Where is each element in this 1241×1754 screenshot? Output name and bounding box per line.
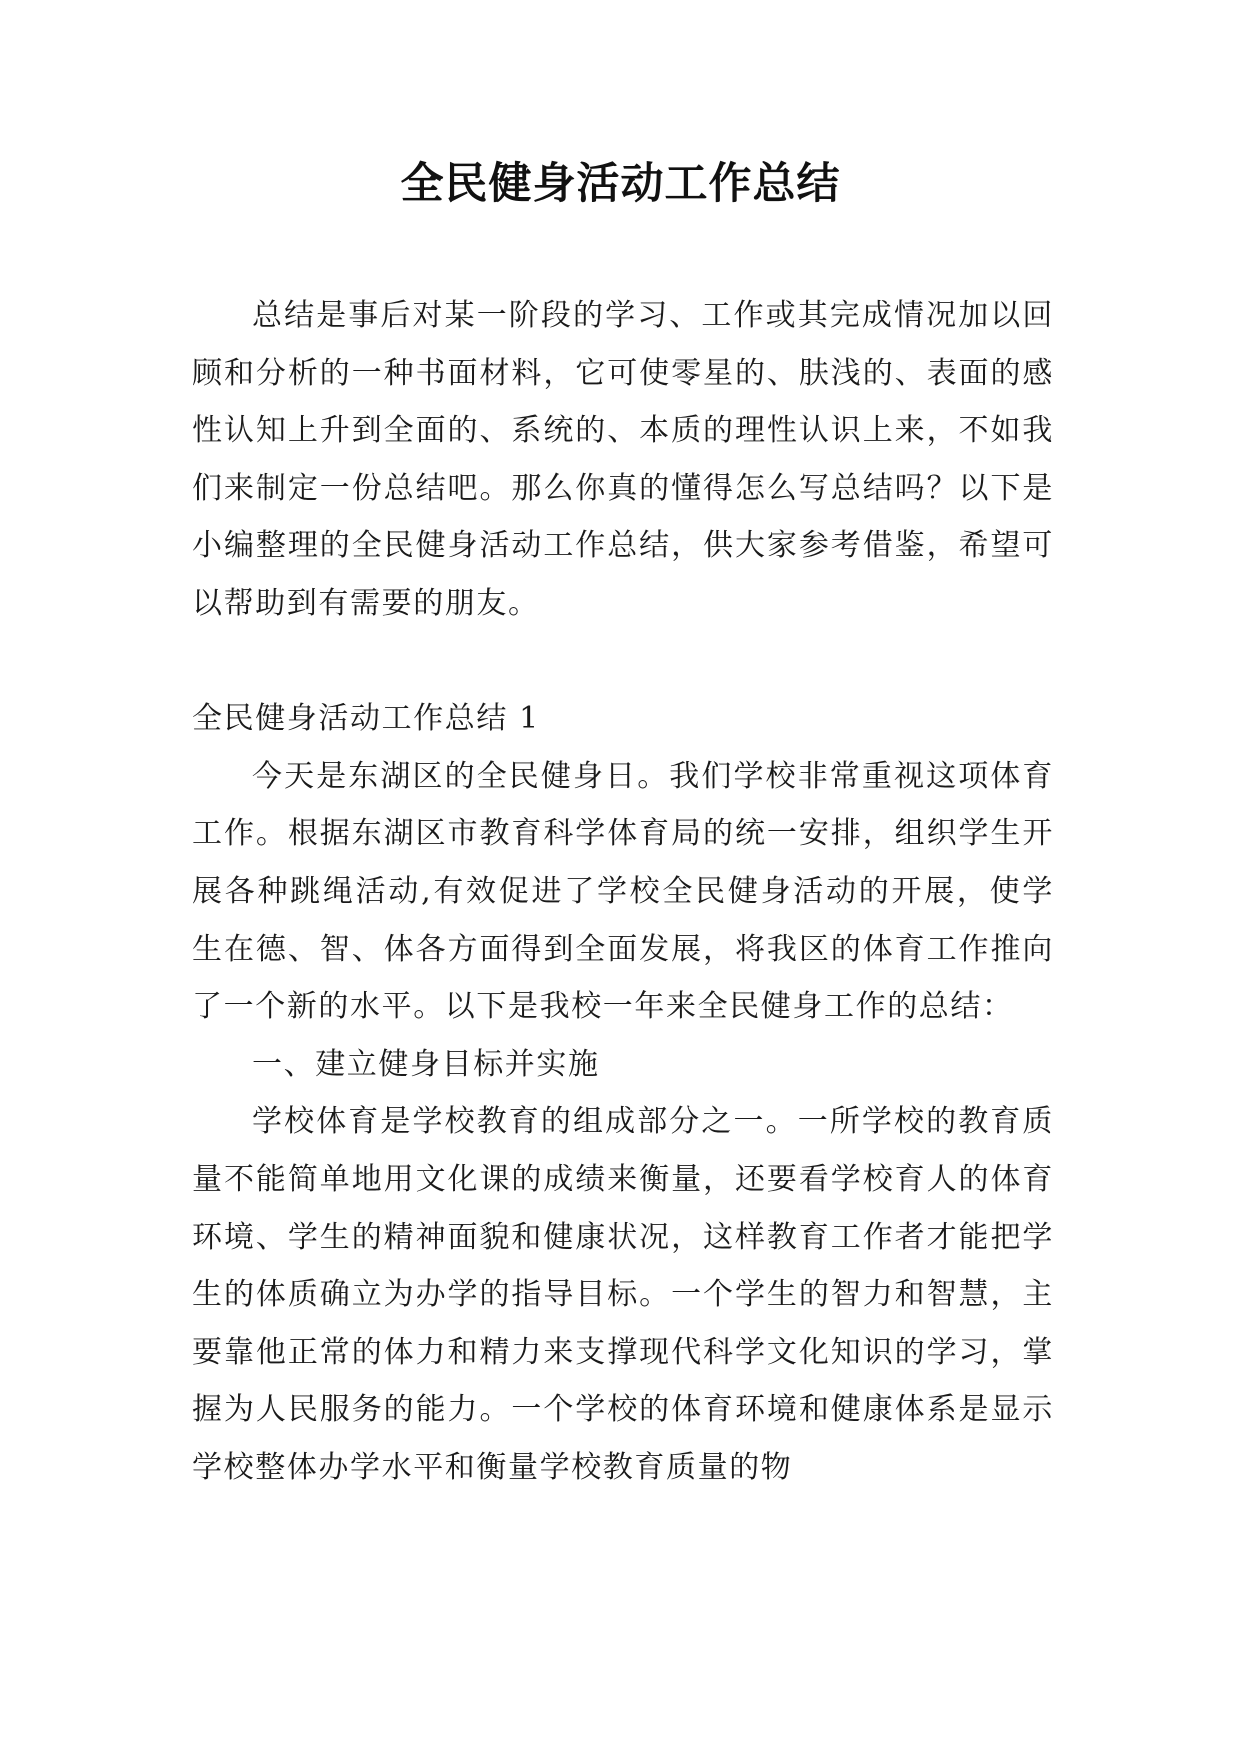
subheading-1: 一、建立健身目标并实施 [252, 1046, 600, 1082]
document-body [192, 287, 1054, 1496]
intro-paragraph: 总结是事后对某一阶段的学习、工作或其完成情况加以回顾和分析的一种书面材料，它可使零星的、肤浅的、表面的感性认知上升到全面的、系统的、本质的理性认识上来，不如我们来制定一份总结吧。那么你真的懂得怎么写总结吗？以下是小编整理的全民健身活动工作总结，供大家参考借鉴，希望可以帮助到有需要的朋友。 [192, 298, 1054, 621]
document-title: 全民健身活动工作总结 [400, 159, 841, 209]
body-paragraph-1: 今天是东湖区的全民健身日。我们学校非常重视这项体育工作。根据东湖区市教育科学体育局的统一安排，组织学生开展各种跳绳活动,有效促进了学校全民健身活动的开展，使学生在德、智、体各方面得到全面发展，将我区的体育工作推向了一个新的水平。以下是我校一年来全民健身工作的总结： [192, 758, 1054, 1025]
paragraph-spacer [192, 633, 1054, 691]
body-paragraph-2: 学校体育是学校教育的组成部分之一。一所学校的教育质量不能简单地用文化课的成绩来衡量，还要看学校育人的体育环境、学生的精神面貌和健康状况，这样教育工作者才能把学生的体质确立为办学的指导目标。一个学生的智力和智慧，主要靠他正常的体力和精力来支撑现代科学文化知识的学习，掌握为人民服务的能力。一个学校的体育环境和健康体系是显示学校整体办学水平和衡量学校教育质量的物 [192, 1104, 1054, 1485]
section-heading: 全民健身活动工作总结 1 [192, 701, 540, 737]
